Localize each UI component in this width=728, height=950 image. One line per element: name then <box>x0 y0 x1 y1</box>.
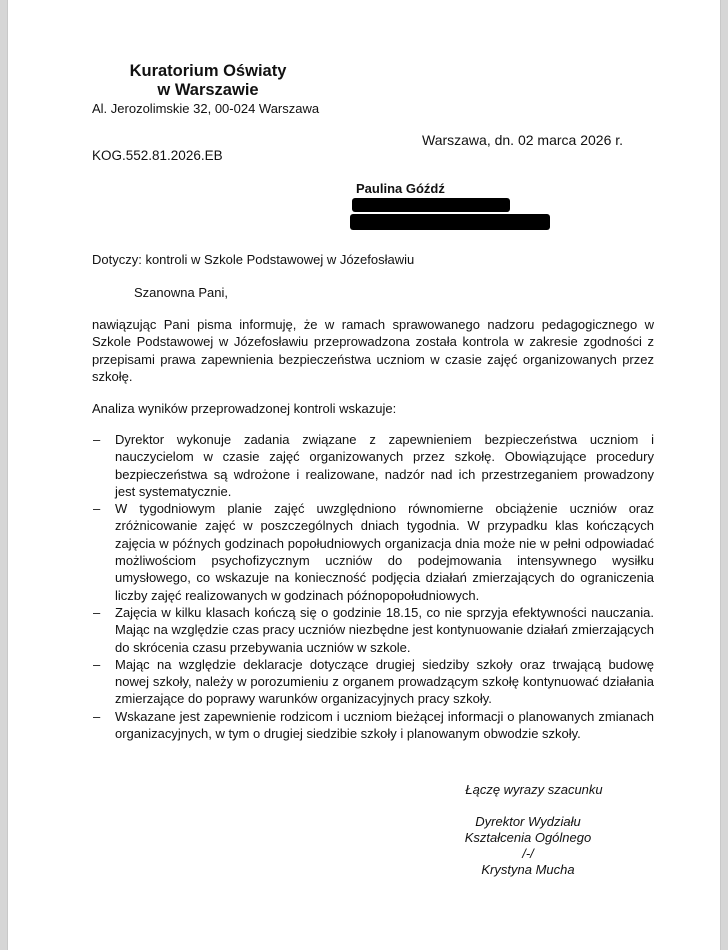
finding-text: Mając na względzie deklaracje dotyczące drugiej siedziby szkoły oraz trwającą budowę nowej szkoły, należy w porozumieniu z organem prowadzącym szkołę kontynuować działania zmierzające do poprawy warunków organizacyjnych pracy szkoły. <box>115 656 654 707</box>
reference-number: KOG.552.81.2026.EB <box>92 148 223 163</box>
signature-mark: /-/ <box>522 846 534 861</box>
finding-text: W tygodniowym planie zajęć uwzględniono równomierne obciążenie uczniów oraz zróżnicowanie zajęć w poszczególnych dniach tygodnia. W przypadku klas kończących zajęcia w późnych godzinach popołudniowych organizacja dnia może nie w pełni odpowiadać możliwościom psychofizycznym uczniów do podejmowania intensywnego wysiłku umysłowego, co wskazuje na konieczność podjęcia działań zmierzających do ograniczenia liczby zajęć realizowanych w godzinach późnopopołudniowych. <box>115 501 654 603</box>
signer-title-line2: Kształcenia Ogólnego <box>464 830 592 845</box>
place-date: Warszawa, dn. 02 marca 2026 r. <box>422 132 624 148</box>
org-name-line2: w Warszawie <box>157 81 259 99</box>
finding-text: Wskazane jest zapewnienie rodzicom i uczniom bieżącej informacji o planowanych zmianach organizacyjnych, w tym o drugiej siedzibie szkoły i planowanym obwodzie szkoły. <box>115 708 654 742</box>
finding-text: Dyrektor wykonuje zadania związane z zapewnieniem bezpieczeństwa uczniom i nauczycielom w czasie zajęć organizowanych przez szkołę. Obowiązujące procedury bezpieczeństwa są wdrożone i realizowane, nadzór nad ich przestrzeganiem prowadzony jest systematycznie. <box>115 432 654 499</box>
org-address: Al. Jerozolimskie 32, 00-024 Warszawa <box>92 101 320 116</box>
recipient-name: Paulina Góźdź <box>356 181 445 196</box>
letterhead <box>92 62 324 117</box>
analysis-intro: Analiza wyników przeprowadzonej kontroli wskazuje: <box>92 401 397 416</box>
bullet-dash: – <box>93 656 101 672</box>
redacted-address-line-2 <box>350 214 550 230</box>
finding-item <box>92 604 654 656</box>
finding-item <box>92 500 654 604</box>
org-name-line1: Kuratorium Oświaty <box>129 62 287 80</box>
findings-list <box>92 431 654 742</box>
redacted-address-line-1 <box>352 198 510 212</box>
signature-block <box>428 814 628 878</box>
finding-text: Zajęcia w kilku klasach kończą się o godzinie 18.15, co nie sprzyja efektywności nauczania. Mając na względzie czas pracy uczniów niezbędne jest kontynuowanie działań zmierzających do skrócenia czasu przebywania uczniów w szkole. <box>115 604 654 655</box>
finding-item <box>92 431 654 500</box>
bullet-dash: – <box>93 708 101 724</box>
signer-title-line1: Dyrektor Wydziału <box>475 814 581 829</box>
bullet-dash: – <box>93 501 101 517</box>
subject-line: Dotyczy: kontroli w Szkole Podstawowej w Józefosławiu <box>92 252 415 267</box>
bullet-dash: – <box>93 604 101 620</box>
closing-greeting: Łączę wyrazy szacunku <box>465 782 603 797</box>
finding-item <box>92 708 654 743</box>
salutation: Szanowna Pani, <box>134 285 228 300</box>
signer-name: Krystyna Mucha <box>481 862 575 877</box>
finding-item <box>92 656 654 708</box>
bullet-dash: – <box>93 432 101 447</box>
document-page <box>8 0 720 950</box>
intro-paragraph: nawiązując Pani pisma informuję, że w ramach sprawowanego nadzoru pedagogicznego w Szkole Podstawowej w Józefosławiu przeprowadzona została kontrola w zakresie zgodności z przepisami prawa zapewnienia bezpieczeństwa uczniom w czasie zajęć organizowanych przez szkołę. <box>92 317 654 384</box>
